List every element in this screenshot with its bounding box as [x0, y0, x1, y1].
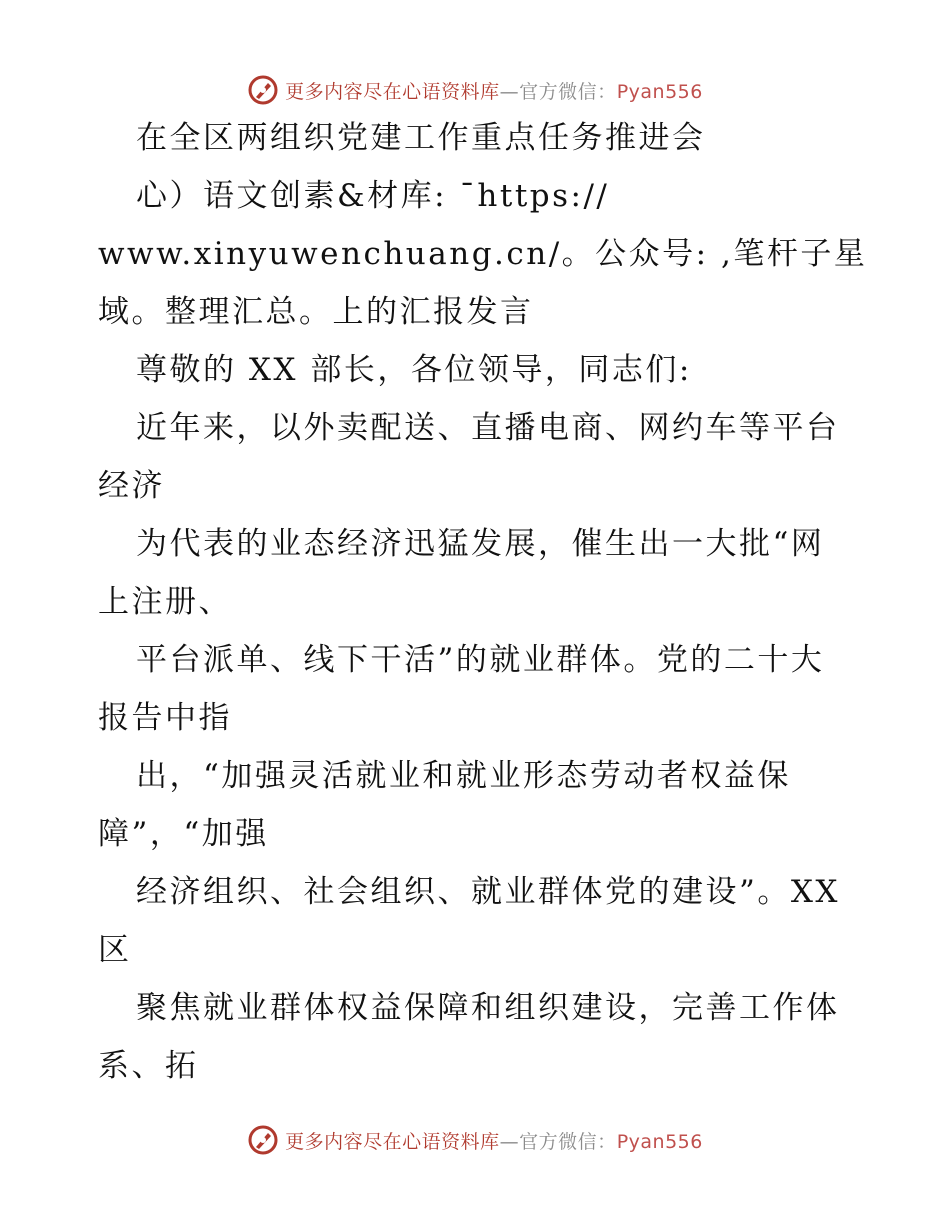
banner-wechat-id: Pyan556: [616, 1130, 703, 1153]
doc-line: 出，“加强灵活就业和就业形态劳动者权益保: [136, 758, 791, 794]
doc-line: 为代表的业态经济迅猛发展，催生出一大批“网: [136, 526, 825, 562]
doc-line: 近年来，以外卖配送、直播电商、网约车等平台: [136, 410, 840, 446]
banner-separator: —: [499, 80, 520, 103]
pen-circle-logo-icon: [247, 1124, 279, 1156]
banner-main: 更多内容尽在心语资料库: [285, 80, 500, 103]
doc-line: 区: [98, 932, 132, 968]
doc-line: 平台派单、线下干活”的就业群体。党的二十大: [136, 642, 825, 678]
doc-line: 经济组织、社会组织、就业群体党的建设”。XX: [136, 874, 840, 910]
doc-line: 聚焦就业群体权益保障和组织建设，完善工作体: [136, 990, 840, 1026]
doc-line: 系、拓: [98, 1048, 199, 1084]
doc-line: 报告中指: [98, 700, 232, 736]
doc-line: 域。整理汇总。上的汇报发言: [98, 294, 534, 330]
banner-text: [285, 77, 703, 104]
header-banner: [0, 70, 950, 110]
banner-separator: —: [499, 1130, 520, 1153]
doc-line: 经济: [98, 468, 165, 504]
doc-line: www.xinyuwenchuang.cn/。公众号: ,笔杆子星: [98, 236, 868, 272]
pen-circle-logo-icon: [247, 74, 279, 106]
banner-text: [285, 1127, 703, 1154]
banner-wechat-id: Pyan556: [616, 80, 703, 103]
doc-line: 心）语文创素&材库: ¯https://: [136, 178, 610, 214]
doc-line: 尊敬的 XX 部长，各位领导，同志们:: [136, 352, 692, 388]
banner-main: 更多内容尽在心语资料库: [285, 1130, 500, 1153]
footer-banner: [0, 1120, 950, 1160]
banner-wechat-label: 官方微信：: [519, 1130, 617, 1153]
banner-wechat-label: 官方微信：: [519, 80, 617, 103]
doc-line: 上注册、: [98, 584, 232, 620]
doc-line: 障”，“加强: [98, 816, 269, 852]
doc-line: 在全区两组织党建工作重点任务推进会: [136, 120, 706, 156]
